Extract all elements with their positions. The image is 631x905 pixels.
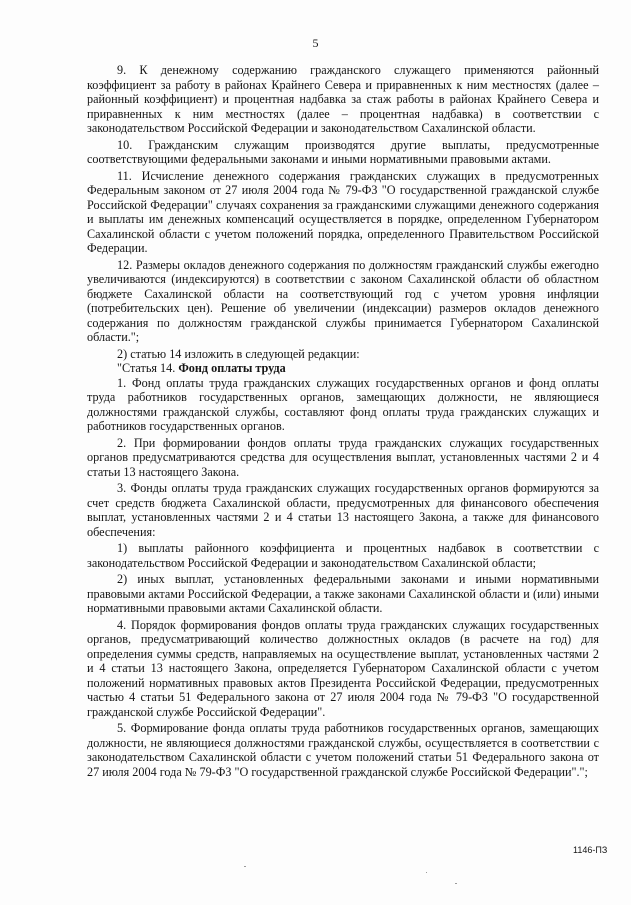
- article-14-heading: [87, 361, 599, 376]
- scan-speck: [426, 872, 427, 873]
- article-14-part-3-item-2: 2) иных выплат, установленных федеральными законами и иными нормативными правовыми актами Российской Федерации, а также законами Сахалинской области и (или) иными нормативными правовыми актами Сахалинской области.: [87, 572, 599, 615]
- article-14-part-2: 2. При формировании фондов оплаты труда гражданских служащих государственных органов предусматриваются средства для осуществления выплат, установленных частями 2 и 4 статьи 13 настоящего Закона.: [87, 435, 599, 479]
- article-14-part-3: 3. Фонды оплаты труда гражданских служащих государственных органов формируются за счет средств бюджета Сахалинской области, предусмотренных для финансового обеспечения выплат, установленных частями 2 и 4 статьи 13 настоящего Закона, а также для финансового обеспечения:: [87, 481, 599, 539]
- article-title: Фонд оплаты труда: [178, 361, 286, 375]
- article-14-part-3-item-1: 1) выплаты районного коэффициента и процентных надбавок в соответствии с законодательством Российской Федерации и законодательством Сахалинской области;: [87, 541, 599, 570]
- scan-speck: [244, 866, 246, 867]
- document-body: [87, 63, 599, 781]
- article-number: "Статья 14.: [117, 361, 179, 375]
- document-code: 1146-ПЗ: [573, 845, 608, 855]
- scan-speck: [455, 883, 457, 884]
- paragraph-11: 11. Исчисление денежного содержания гражданских служащих в предусмотренных Федеральным законом от 27 июля 2004 года № 79-ФЗ "О государственной гражданской службе Российской Федерации" случаях сохранения за гражданскими служащими денежного содержания и выплаты им денежных компенсаций осуществляется в порядке, определенном Губернатором Сахалинской области с учетом положений порядка, определенного Правительством Российской Федерации.: [87, 168, 599, 255]
- amendment-intro: 2) статью 14 изложить в следующей редакции:: [117, 346, 360, 361]
- article-14-part-1: 1. Фонд оплаты труда гражданских служащих государственных органов и фонд оплаты труда работников государственных органов, замещающих должности, не являющиеся должностями гражданской службы, составляют фонд оплаты труда гражданских служащих и работников государственных органов.: [87, 375, 599, 433]
- paragraph-12: 12. Размеры окладов денежного содержания по должностям гражданский службы ежегодно увеличиваются (индексируются) в соответствии с законом Сахалинской области об областном бюджете Сахалинской области на соответствующий год с учетом уровня инфляции (потребительских цен). Решение об увеличении (индексации) размеров окладов денежного содержания по должностям гражданской службы принимается Губернатором Сахалинской области.";: [87, 257, 599, 344]
- paragraph-10: 10. Гражданским служащим производятся другие выплаты, предусмотренные соответствующими федеральными законами и иными нормативными правовыми актами.: [87, 137, 599, 166]
- article-14-part-5: 5. Формирование фонда оплаты труда работников государственных органов, замещающих должности, не являющиеся должностями гражданской службы, осуществляется в соответствии с законодательством Сахалинской области с учетом положений статьи 51 Федерального закона от 27 июля 2004 года № 79-ФЗ "О государственной гражданской службе Российской Федерации".";: [87, 721, 599, 779]
- page-number: 5: [312, 36, 319, 50]
- paragraph-9: 9. К денежному содержанию гражданского служащего применяются районный коэффициент за работу в районах Крайнего Севера и приравненных к ним местностях (далее – районный коэффициент) и процентная надбавка за стаж работы в районах Крайнего Севера и приравненных к ним местностях (далее – процентная надбавка) в соответствии с законодательством Российской Федерации и законодательством Сахалинской области.: [87, 63, 599, 135]
- article-14-part-4: 4. Порядок формирования фондов оплаты труда гражданских служащих государственных органов, предусматривающий количество должностных окладов (в расчете на год) для определения суммы средств, направляемых на осуществление выплат, установленных частями 2 и 4 статьи 13 настоящего Закона, определяется Губернатором Сахалинской области с учетом положений нормативных правовых актов Президента Российской Федерации, предусмотренных частью 4 статьи 51 Федерального закона от 27 июля 2004 года № 79-ФЗ "О государственной гражданской службе Российской Федерации".: [87, 617, 599, 719]
